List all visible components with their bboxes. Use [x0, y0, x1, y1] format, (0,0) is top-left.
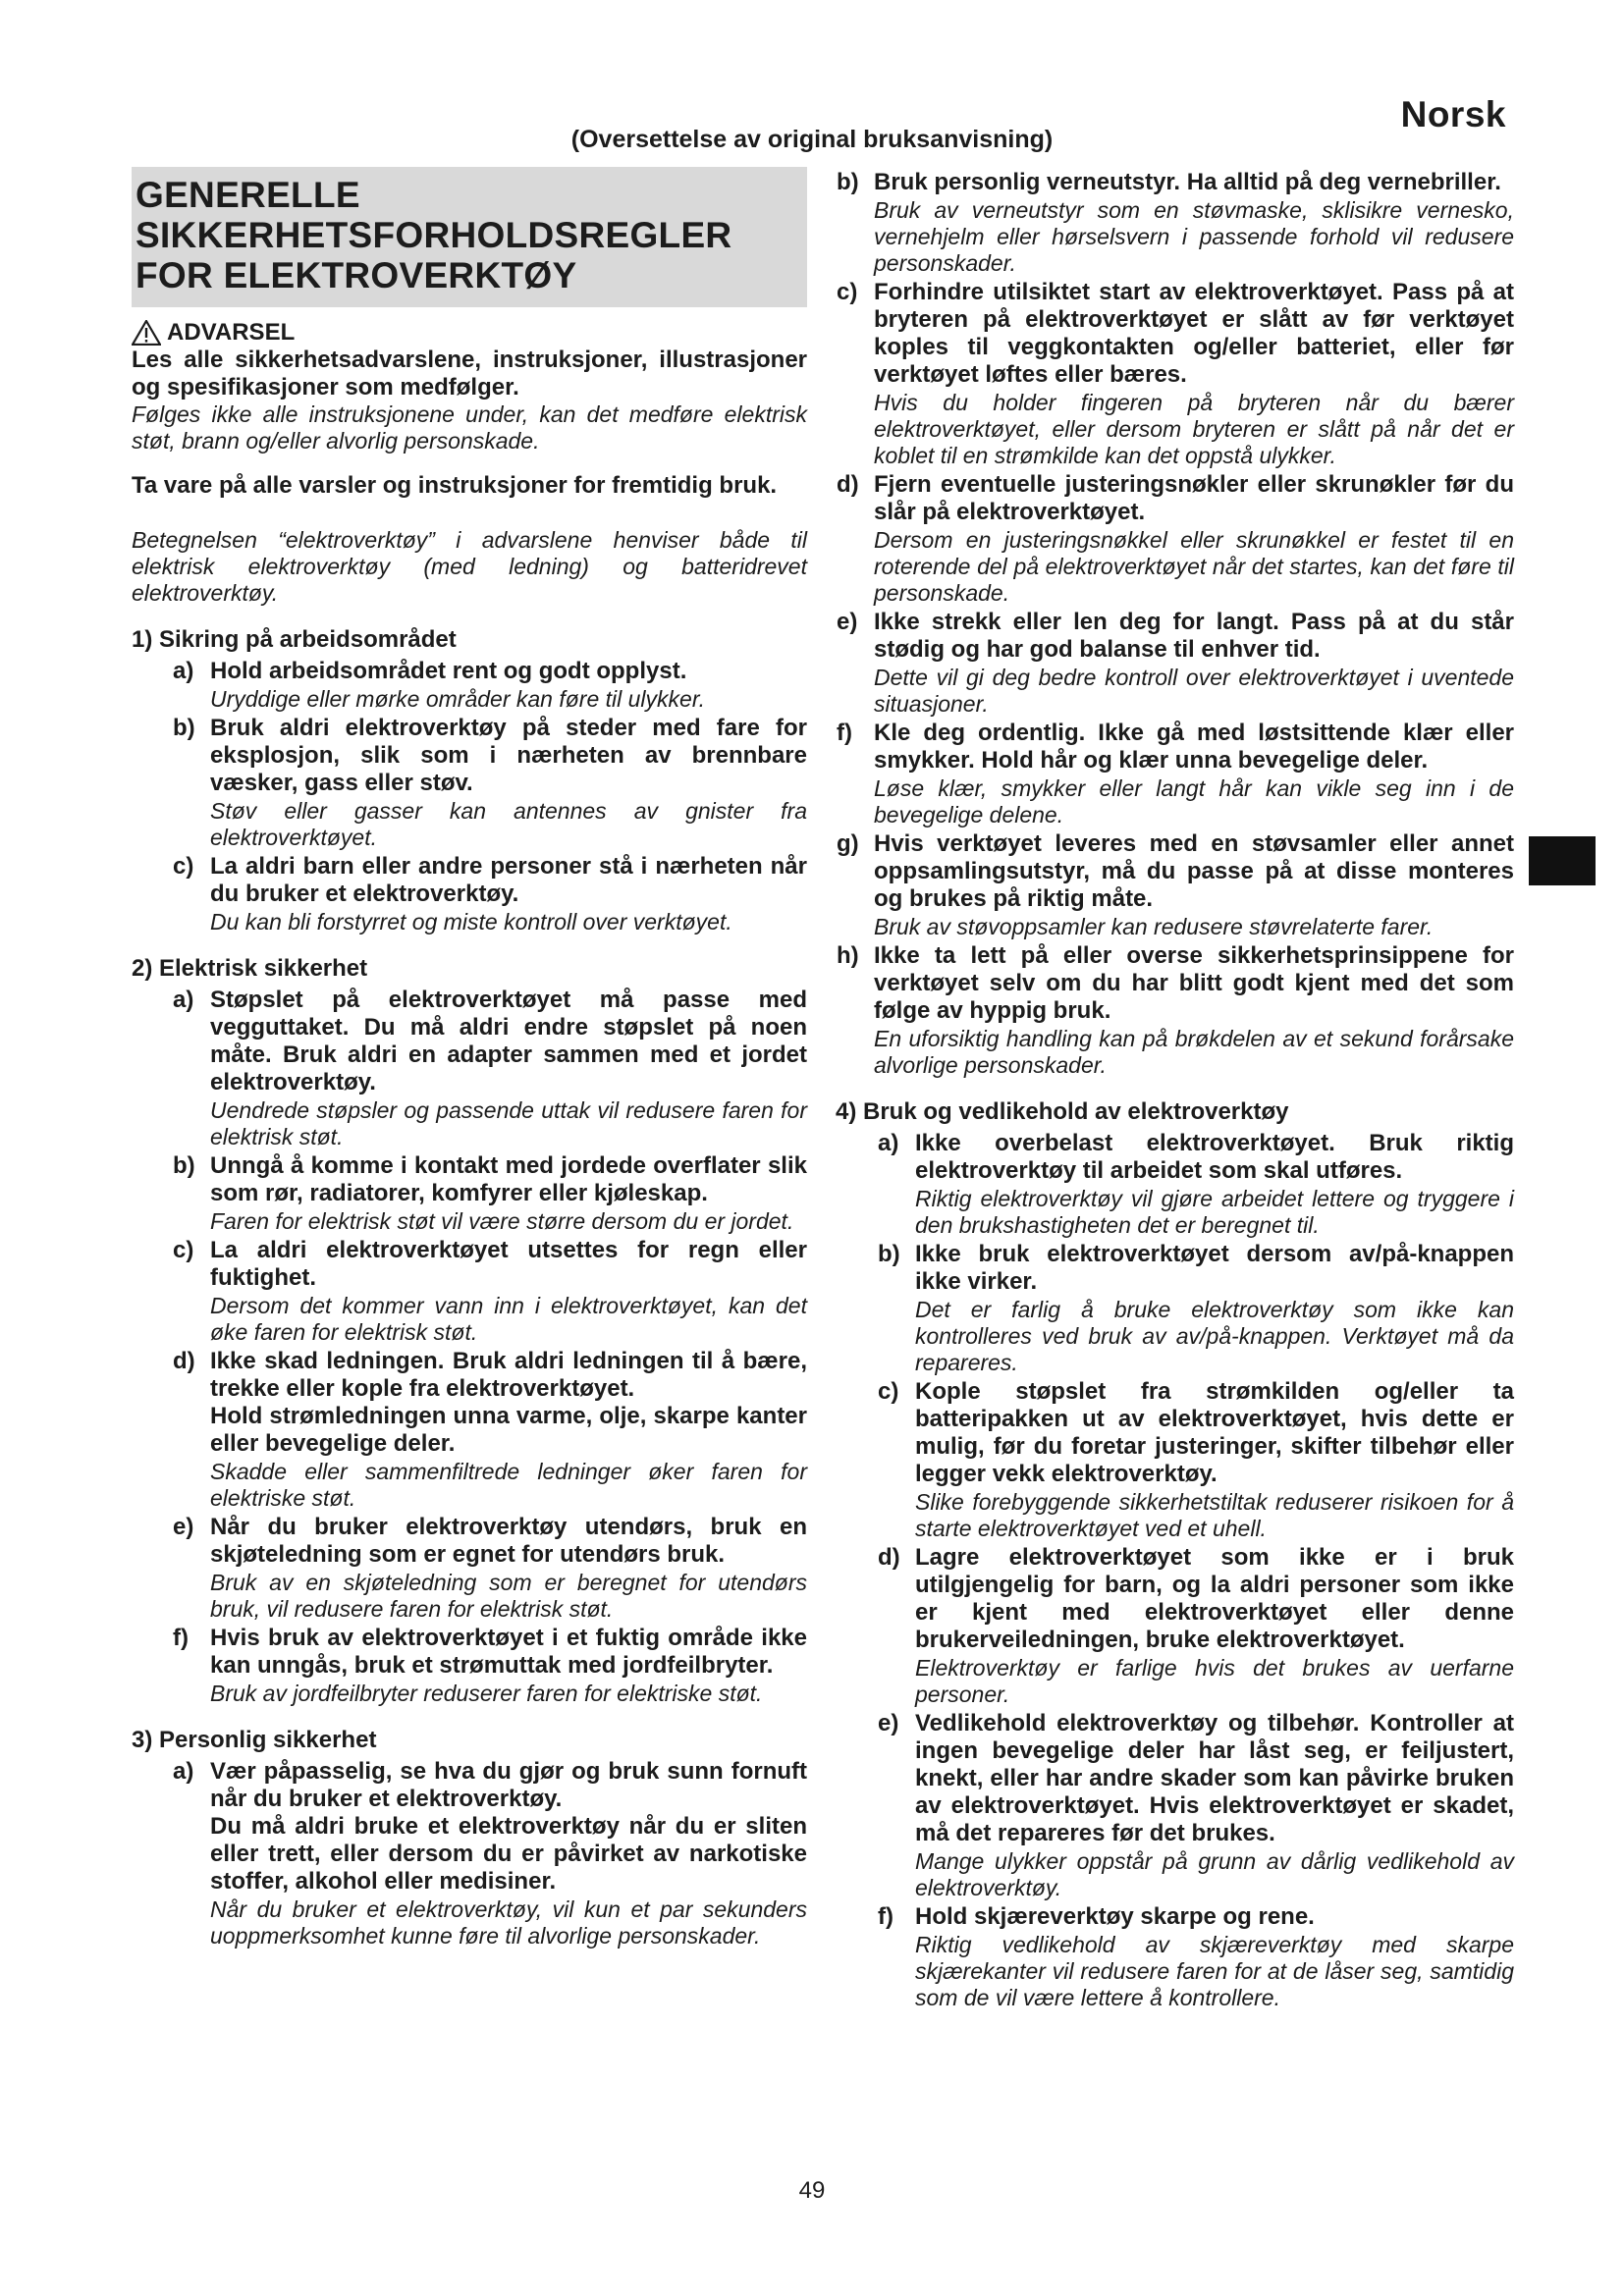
list-item: [837, 279, 1514, 469]
item-bold-text: Hold arbeidsområdet rent og godt opplyst.: [210, 658, 687, 684]
list-item: [173, 987, 807, 1150]
item-bold-text: Bruk aldri elektroverktøy på steder med fare for eksplosjon, slik som i nærheten av brennbare væsker, gass eller støv.: [210, 715, 807, 796]
item-bold-text: Hvis verktøyet leveres med en støvsamler eller annet oppsamlingsutstyr, må du passe på at disse monteres og brukes på riktig måte.: [874, 830, 1514, 912]
item-label: e): [173, 1514, 194, 1540]
list-item: [837, 942, 1514, 1079]
list-item: [878, 1710, 1514, 1901]
warning-text: Les alle sikkerhetsadvarslene, instruksjoner, illustrasjoner og spesifikasjoner som medfølger.: [132, 347, 807, 400]
language-tab-marker: [1529, 836, 1596, 885]
list-item: [837, 609, 1514, 718]
item-italic-text: Løse klær, smykker eller langt hår kan vikle seg inn i de bevegelige delene.: [874, 775, 1514, 828]
item-bold-text: Ikke bruk elektroverktøyet dersom av/på-knappen ikke virker.: [915, 1241, 1514, 1295]
item-label: a): [173, 987, 194, 1013]
item-label: e): [878, 1710, 899, 1736]
item-bold-text: Unngå å komme i kontakt med jordede overflater slik som rør, radiatorer, komfyrer eller kjøleskap.: [210, 1152, 807, 1206]
item-bold-text: Ikke overbelast elektroverktøyet. Bruk riktig elektroverktøy til arbeidet som skal utføres.: [915, 1130, 1514, 1184]
item-bold-text: Ikke ta lett på eller overse sikkerhetsprinsippene for verktøyet selv om du har blitt godt kjent med det som følge av hyppig bruk.: [874, 942, 1514, 1024]
list-item: [837, 471, 1514, 607]
list-item: [173, 1514, 807, 1623]
item-bold-text: Hvis bruk av elektroverktøyet i et fuktig område ikke kan unngås, bruk et strømuttak med jordfeilbryter.: [210, 1625, 807, 1679]
item-italic-text: Uendrede støpsler og passende uttak vil redusere faren for elektrisk støt.: [210, 1097, 807, 1149]
list-item: [878, 1241, 1514, 1376]
item-italic-text: Hvis du holder fingeren på bryteren når du bærer elektroverktøyet, eller dersom bryteren er slått på når det er koblet til en strømkilde kan det oppstå ulykker.: [874, 390, 1514, 468]
list-item: [837, 720, 1514, 828]
list-item: [878, 1903, 1514, 2011]
item-label: f): [878, 1903, 893, 1930]
item-bold-text: Bruk personlig verneutstyr. Ha alltid på deg vernebriller.: [874, 169, 1501, 195]
list-item: [878, 1544, 1514, 1708]
list-item: [173, 1348, 807, 1512]
item-bold-text-2: Hold strømledningen unna varme, olje, skarpe kanter eller bevegelige deler.: [210, 1403, 807, 1457]
list-item: [173, 1758, 807, 1949]
list-item: [173, 715, 807, 851]
item-italic-text: Skadde eller sammenfiltrede ledninger øker faren for elektriske støt.: [210, 1459, 807, 1511]
item-bold-text: Vedlikehold elektroverktøy og tilbehør. Kontroller at ingen bevegelige deler har låst seg, er feiljustert, knekt, eller har andre skader som kan påvirke bruken av elektroverktøyet. Hvis elektroverktøyet er skadet, må det repareres før det brukes.: [915, 1710, 1514, 1846]
definition-text: Betegnelsen “elektroverktøy” i advarslene henviser både til elektrisk elektroverktøy (med ledning) og batteridrevet elektroverktøy.: [132, 527, 807, 606]
item-label: c): [878, 1378, 899, 1405]
right-column: [837, 167, 1514, 2011]
item-bold-text: La aldri barn eller andre personer stå i nærheten når du bruker et elektroverktøy.: [210, 853, 807, 907]
item-italic-text: Du kan bli forstyrret og miste kontroll over verktøyet.: [210, 909, 732, 934]
item-italic-text: En uforsiktig handling kan på brøkdelen av et sekund forårsake alvorlige personskader.: [874, 1026, 1514, 1078]
item-italic-text: Det er farlig å bruke elektroverktøy som ikke kan kontrolleres ved bruk av av/på-knappen. Verktøyet må da repareres.: [915, 1297, 1514, 1375]
item-italic-text: Riktig elektroverktøy vil gjøre arbeidet lettere og tryggere i den brukshastigheten det er beregnet til.: [915, 1186, 1514, 1238]
item-bold-text: Når du bruker elektroverktøy utendørs, bruk en skjøteledning som er egnet for utendørs bruk.: [210, 1514, 807, 1568]
left-column: [132, 167, 807, 1949]
item-label: f): [837, 720, 852, 746]
item-bold-text: Fjern eventuelle justeringsnøkler eller skrunøkler før du slår på elektroverktøyet.: [874, 471, 1514, 525]
item-bold-text-2: Du må aldri bruke et elektroverktøy når du er sliten eller trett, eller dersom du er påvirket av narkotiske stoffer, alkohol eller medisiner.: [210, 1813, 807, 1895]
item-italic-text: Bruk av en skjøteledning som er beregnet for utendørs bruk, vil redusere faren for elektrisk støt.: [210, 1570, 807, 1622]
item-bold-text: Ikke strekk eller len deg for langt. Pass på at du står stødig og har god balanse til enhver tid.: [874, 609, 1514, 663]
item-italic-text: Når du bruker et elektroverktøy, vil kun et par sekunders uoppmerksomhet kunne føre til alvorlige personskader.: [210, 1896, 807, 1949]
section-title-box: [132, 167, 807, 307]
document-subtitle: (Oversettelse av original bruksanvisning): [570, 126, 1054, 153]
item-italic-text: Dersom det kommer vann inn i elektroverktøyet, kan det øke faren for elektrisk støt.: [210, 1293, 807, 1345]
keep-instructions-text: Ta vare på alle varsler og instruksjoner for fremtidig bruk.: [132, 472, 778, 499]
section-1-heading: 1) Sikring på arbeidsområdet: [132, 626, 457, 653]
item-label: g): [837, 830, 859, 857]
item-italic-text: Dersom en justeringsnøkkel eller skrunøkkel er festet til en roterende del på elektroverktøyet når det startes, kan det føre til personskade.: [874, 527, 1514, 606]
item-bold-text: Forhindre utilsiktet start av elektroverktøyet. Pass på at bryteren på elektroverktøyet er slått av før verktøyet koples til veggkontakten og/eller batteriet, eller før verktøyet løftes eller bæres.: [874, 279, 1514, 388]
list-item: [173, 658, 807, 713]
item-label: f): [173, 1625, 189, 1651]
title-line-3: FOR ELEKTROVERKTØY: [135, 255, 577, 295]
item-label: b): [878, 1241, 900, 1267]
warning-label: ADVARSEL: [167, 319, 296, 346]
list-item: [878, 1130, 1514, 1239]
language-label: Norsk: [1400, 94, 1506, 134]
item-label: b): [837, 169, 859, 195]
item-bold-text: Lagre elektroverktøyet som ikke er i bruk utilgjengelig for barn, og la aldri personer som ikke er kjent med elektroverktøyet eller denne brukerveiledningen, bruke elektroverktøyet.: [915, 1544, 1514, 1653]
item-label: c): [173, 1237, 194, 1263]
item-bold-text: Hold skjæreverktøy skarpe og rene.: [915, 1903, 1315, 1930]
item-label: b): [173, 1152, 195, 1179]
item-italic-text: Mange ulykker oppstår på grunn av dårlig vedlikehold av elektroverktøy.: [915, 1848, 1514, 1900]
item-bold-text: Kle deg ordentlig. Ikke gå med løstsittende klær eller smykker. Hold hår og klær unna bevegelige deler.: [874, 720, 1514, 774]
item-bold-text: La aldri elektroverktøyet utsettes for regn eller fuktighet.: [210, 1237, 807, 1291]
item-italic-text: Bruk av støvoppsamler kan redusere støvrelaterte farer.: [874, 914, 1434, 939]
item-label: c): [837, 279, 858, 305]
item-label: b): [173, 715, 195, 741]
list-item: [173, 1237, 807, 1346]
item-italic-text: Riktig vedlikehold av skjæreverktøy med skarpe skjærekanter vil redusere faren for at de låser seg, samtidig som de vil være lettere å kontrollere.: [915, 1932, 1514, 2010]
warning-heading: [132, 319, 807, 347]
item-italic-text: Bruk av verneutstyr som en støvmaske, sklisikre vernesko, vernehjelm eller hørselsvern i passende forhold vil redusere personskader.: [874, 197, 1514, 276]
list-item: [173, 1152, 807, 1235]
item-bold-text: Ikke skad ledningen. Bruk aldri ledningen til å bære, trekke eller kople fra elektroverktøyet.: [210, 1348, 807, 1402]
item-bold-text: Vær påpasselig, se hva du gjør og bruk sunn fornuft når du bruker et elektroverktøy.: [210, 1758, 807, 1812]
item-label: d): [878, 1544, 900, 1571]
item-bold-text: Kople støpslet fra strømkilden og/eller ta batteripakken ut av elektroverktøyet, hvis dette er mulig, før du foretar justeringer, skifter tilbehør eller legger vekk elektroverktøy.: [915, 1378, 1514, 1487]
item-italic-text: Slike forebyggende sikkerhetstiltak reduserer risikoen for å starte elektroverktøyet ved et uhell.: [915, 1489, 1514, 1541]
item-label: a): [878, 1130, 899, 1156]
item-italic-text: Støv eller gasser kan antennes av gnister fra elektroverktøyet.: [210, 798, 807, 850]
list-item: [173, 853, 807, 935]
item-italic-text: Faren for elektrisk støt vil være større dersom du er jordet.: [210, 1208, 794, 1234]
section-3-heading: 3) Personlig sikkerhet: [132, 1727, 377, 1753]
list-item: [173, 1625, 807, 1707]
list-item: [878, 1378, 1514, 1542]
item-italic-text: Uryddige eller mørke områder kan føre til ulykker.: [210, 686, 706, 712]
section-4-heading: 4) Bruk og vedlikehold av elektroverktøy: [836, 1098, 1289, 1125]
item-label: d): [837, 471, 859, 498]
warning-triangle-icon: [132, 320, 161, 346]
item-bold-text: Støpslet på elektroverktøyet må passe med vegguttaket. Du må aldri endre støpslet på noen måte. Bruk aldri en adapter sammen med et jordet elektroverktøy.: [210, 987, 807, 1095]
item-label: d): [173, 1348, 195, 1374]
section-2-heading: 2) Elektrisk sikkerhet: [132, 955, 368, 982]
item-italic-text: Dette vil gi deg bedre kontroll over elektroverktøyet i uventede situasjoner.: [874, 665, 1514, 717]
list-item: [837, 830, 1514, 940]
item-italic-text: Elektroverktøy er farlige hvis det brukes av uerfarne personer.: [915, 1655, 1514, 1707]
warning-consequence: Følges ikke alle instruksjonene under, kan det medføre elektrisk støt, brann og/eller alvorlig personskade.: [132, 401, 807, 454]
page-number: 49: [798, 2177, 826, 2204]
item-label: a): [173, 658, 194, 684]
title-line-1: GENERELLE: [135, 175, 360, 215]
list-item: [837, 169, 1514, 277]
item-label: h): [837, 942, 859, 969]
item-label: a): [173, 1758, 194, 1785]
item-italic-text: Bruk av jordfeilbryter reduserer faren for elektriske støt.: [210, 1681, 763, 1706]
title-line-2: SIKKERHETSFORHOLDSREGLER: [135, 215, 732, 255]
item-label: e): [837, 609, 858, 635]
item-label: c): [173, 853, 194, 880]
